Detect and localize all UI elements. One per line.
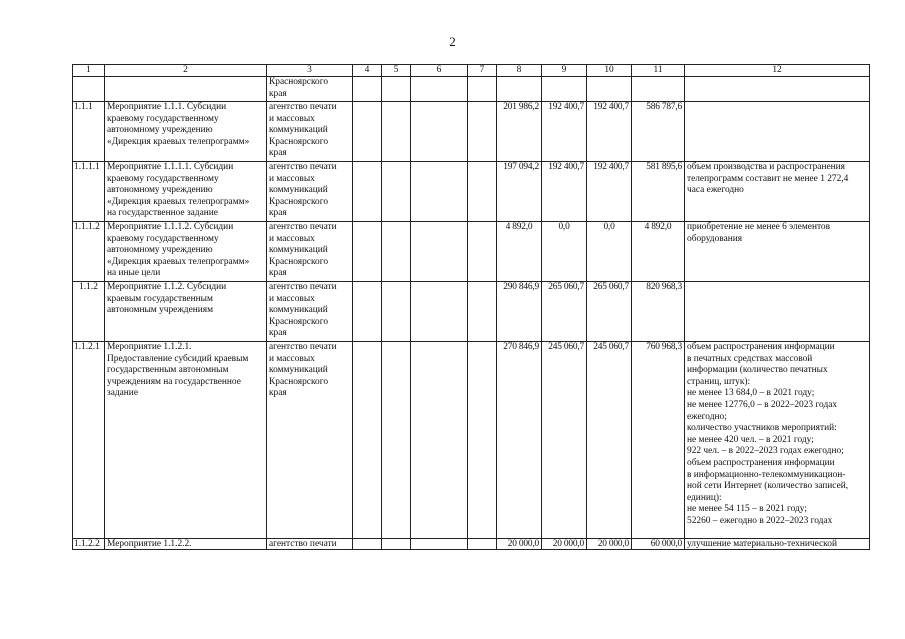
executor: агентство печати и массовых коммуникаций Красноярского края	[267, 222, 353, 282]
value-total: 60 000,0	[632, 539, 685, 550]
col-header-7: 7	[468, 65, 497, 77]
value-2022	[542, 77, 587, 102]
table-row	[73, 342, 870, 539]
value-2023	[587, 77, 632, 102]
cell-empty	[411, 77, 468, 102]
table-row	[73, 77, 870, 102]
cell-empty	[411, 222, 468, 282]
row-number: 1.1.1.2	[73, 222, 105, 282]
expected-result	[685, 77, 870, 102]
activity-name: Мероприятие 1.1.2.1. Предоставление субсидий краевым государственным автономным учреждениям на государственное задание	[105, 342, 267, 539]
cell-empty	[468, 342, 497, 539]
expected-result	[685, 282, 870, 342]
col-header-8: 8	[497, 65, 542, 77]
program-table	[72, 64, 870, 550]
value-2022: 192 400,7	[542, 102, 587, 162]
col-header-6: 6	[411, 65, 468, 77]
cell-empty	[468, 539, 497, 550]
cell-empty	[353, 539, 382, 550]
row-number: 1.1.2.1	[73, 342, 105, 539]
table-row	[73, 222, 870, 282]
value-2021	[497, 77, 542, 102]
value-total: 760 968,3	[632, 342, 685, 539]
executor: агентство печати и массовых коммуникаций Красноярского края	[267, 282, 353, 342]
executor: агентство печати	[267, 539, 353, 550]
cell-empty	[382, 77, 411, 102]
cell-empty	[411, 342, 468, 539]
value-2022: 0,0	[542, 222, 587, 282]
col-header-12: 12	[685, 65, 870, 77]
activity-name	[105, 77, 267, 102]
table-row	[73, 162, 870, 222]
row-number: 1.1.1	[73, 102, 105, 162]
col-header-2: 2	[105, 65, 267, 77]
col-header-11: 11	[632, 65, 685, 77]
cell-empty	[468, 102, 497, 162]
table-row	[73, 539, 870, 550]
executor: агентство печати и массовых коммуникаций Красноярского края	[267, 102, 353, 162]
activity-name: Мероприятие 1.1.2. Субсидии краевым государственным автономным учреждениям	[105, 282, 267, 342]
value-2023: 265 060,7	[587, 282, 632, 342]
cell-empty	[353, 102, 382, 162]
value-2021: 4 892,0	[497, 222, 542, 282]
value-total: 4 892,0	[632, 222, 685, 282]
value-2023: 20 000,0	[587, 539, 632, 550]
value-total: 820 968,3	[632, 282, 685, 342]
expected-result: улучшение материально-технической	[685, 539, 870, 550]
col-header-5: 5	[382, 65, 411, 77]
expected-result: объем производства и распространения телепрограмм составит не менее 1 272,4 часа ежегодно	[685, 162, 870, 222]
cell-empty	[353, 162, 382, 222]
header-row	[73, 65, 870, 77]
col-header-4: 4	[353, 65, 382, 77]
col-header-9: 9	[542, 65, 587, 77]
table-row	[73, 102, 870, 162]
row-number: 1.1.2	[73, 282, 105, 342]
activity-name: Мероприятие 1.1.1. Субсидии краевому государственному автономному учреждению «Дирекция краевых телепрограмм»	[105, 102, 267, 162]
value-2021: 290 846,9	[497, 282, 542, 342]
row-number	[73, 77, 105, 102]
activity-name: Мероприятие 1.1.2.2.	[105, 539, 267, 550]
col-header-1: 1	[73, 65, 105, 77]
value-2023: 192 400,7	[587, 162, 632, 222]
page-number: 2	[449, 34, 456, 49]
cell-empty	[382, 342, 411, 539]
table-row	[73, 282, 870, 342]
col-header-10: 10	[587, 65, 632, 77]
cell-empty	[353, 282, 382, 342]
cell-empty	[411, 102, 468, 162]
activity-name: Мероприятие 1.1.1.2. Субсидии краевому государственному автономному учреждению «Дирекция краевых телепрограмм» на иные цели	[105, 222, 267, 282]
executor: агентство печати и массовых коммуникаций Красноярского края	[267, 162, 353, 222]
cell-empty	[382, 222, 411, 282]
col-header-3: 3	[267, 65, 353, 77]
cell-empty	[468, 77, 497, 102]
activity-name: Мероприятие 1.1.1.1. Субсидии краевому государственному автономному учреждению «Дирекция краевых телепрограмм» на государственное задание	[105, 162, 267, 222]
row-number: 1.1.1.1	[73, 162, 105, 222]
cell-empty	[353, 222, 382, 282]
row-number: 1.1.2.2	[73, 539, 105, 550]
value-2022: 245 060,7	[542, 342, 587, 539]
cell-empty	[382, 539, 411, 550]
executor: агентство печати и массовых коммуникаций Красноярского края	[267, 342, 353, 539]
value-total	[632, 77, 685, 102]
cell-empty	[411, 539, 468, 550]
value-2021: 197 094,2	[497, 162, 542, 222]
expected-result: приобретение не менее 6 элементов оборудования	[685, 222, 870, 282]
value-total: 586 787,6	[632, 102, 685, 162]
value-2022: 192 400,7	[542, 162, 587, 222]
cell-empty	[353, 77, 382, 102]
cell-empty	[382, 102, 411, 162]
cell-empty	[411, 282, 468, 342]
cell-empty	[382, 162, 411, 222]
expected-result	[685, 102, 870, 162]
cell-empty	[468, 222, 497, 282]
value-2021: 270 846,9	[497, 342, 542, 539]
value-2021: 201 986,2	[497, 102, 542, 162]
value-total: 581 895,6	[632, 162, 685, 222]
cell-empty	[382, 282, 411, 342]
value-2022: 20 000,0	[542, 539, 587, 550]
cell-empty	[411, 162, 468, 222]
executor: Красноярского края	[267, 77, 353, 102]
cell-empty	[353, 342, 382, 539]
cell-empty	[468, 282, 497, 342]
value-2023: 0,0	[587, 222, 632, 282]
value-2023: 192 400,7	[587, 102, 632, 162]
expected-result: объем распространения информации в печатных средствах массовой информации (количество печатных страниц, штук): не менее 13 684,0 – в 2021 году; не менее 12776,0 – в 2022–2023 годах ежегодно; количество участников мероприятий: не менее 420 чел. – в 2021 году; 922 чел. – в 2022–2023 годах ежегодно; объем распространения информации в информационно-телекоммуникацион- ной сети Интернет (количество записей, единиц): не менее 54 115 – в 2021 году; 52260 – ежегодно в 2022–2023 годах	[685, 342, 870, 539]
cell-empty	[468, 162, 497, 222]
value-2022: 265 060,7	[542, 282, 587, 342]
value-2021: 20 000,0	[497, 539, 542, 550]
value-2023: 245 060,7	[587, 342, 632, 539]
